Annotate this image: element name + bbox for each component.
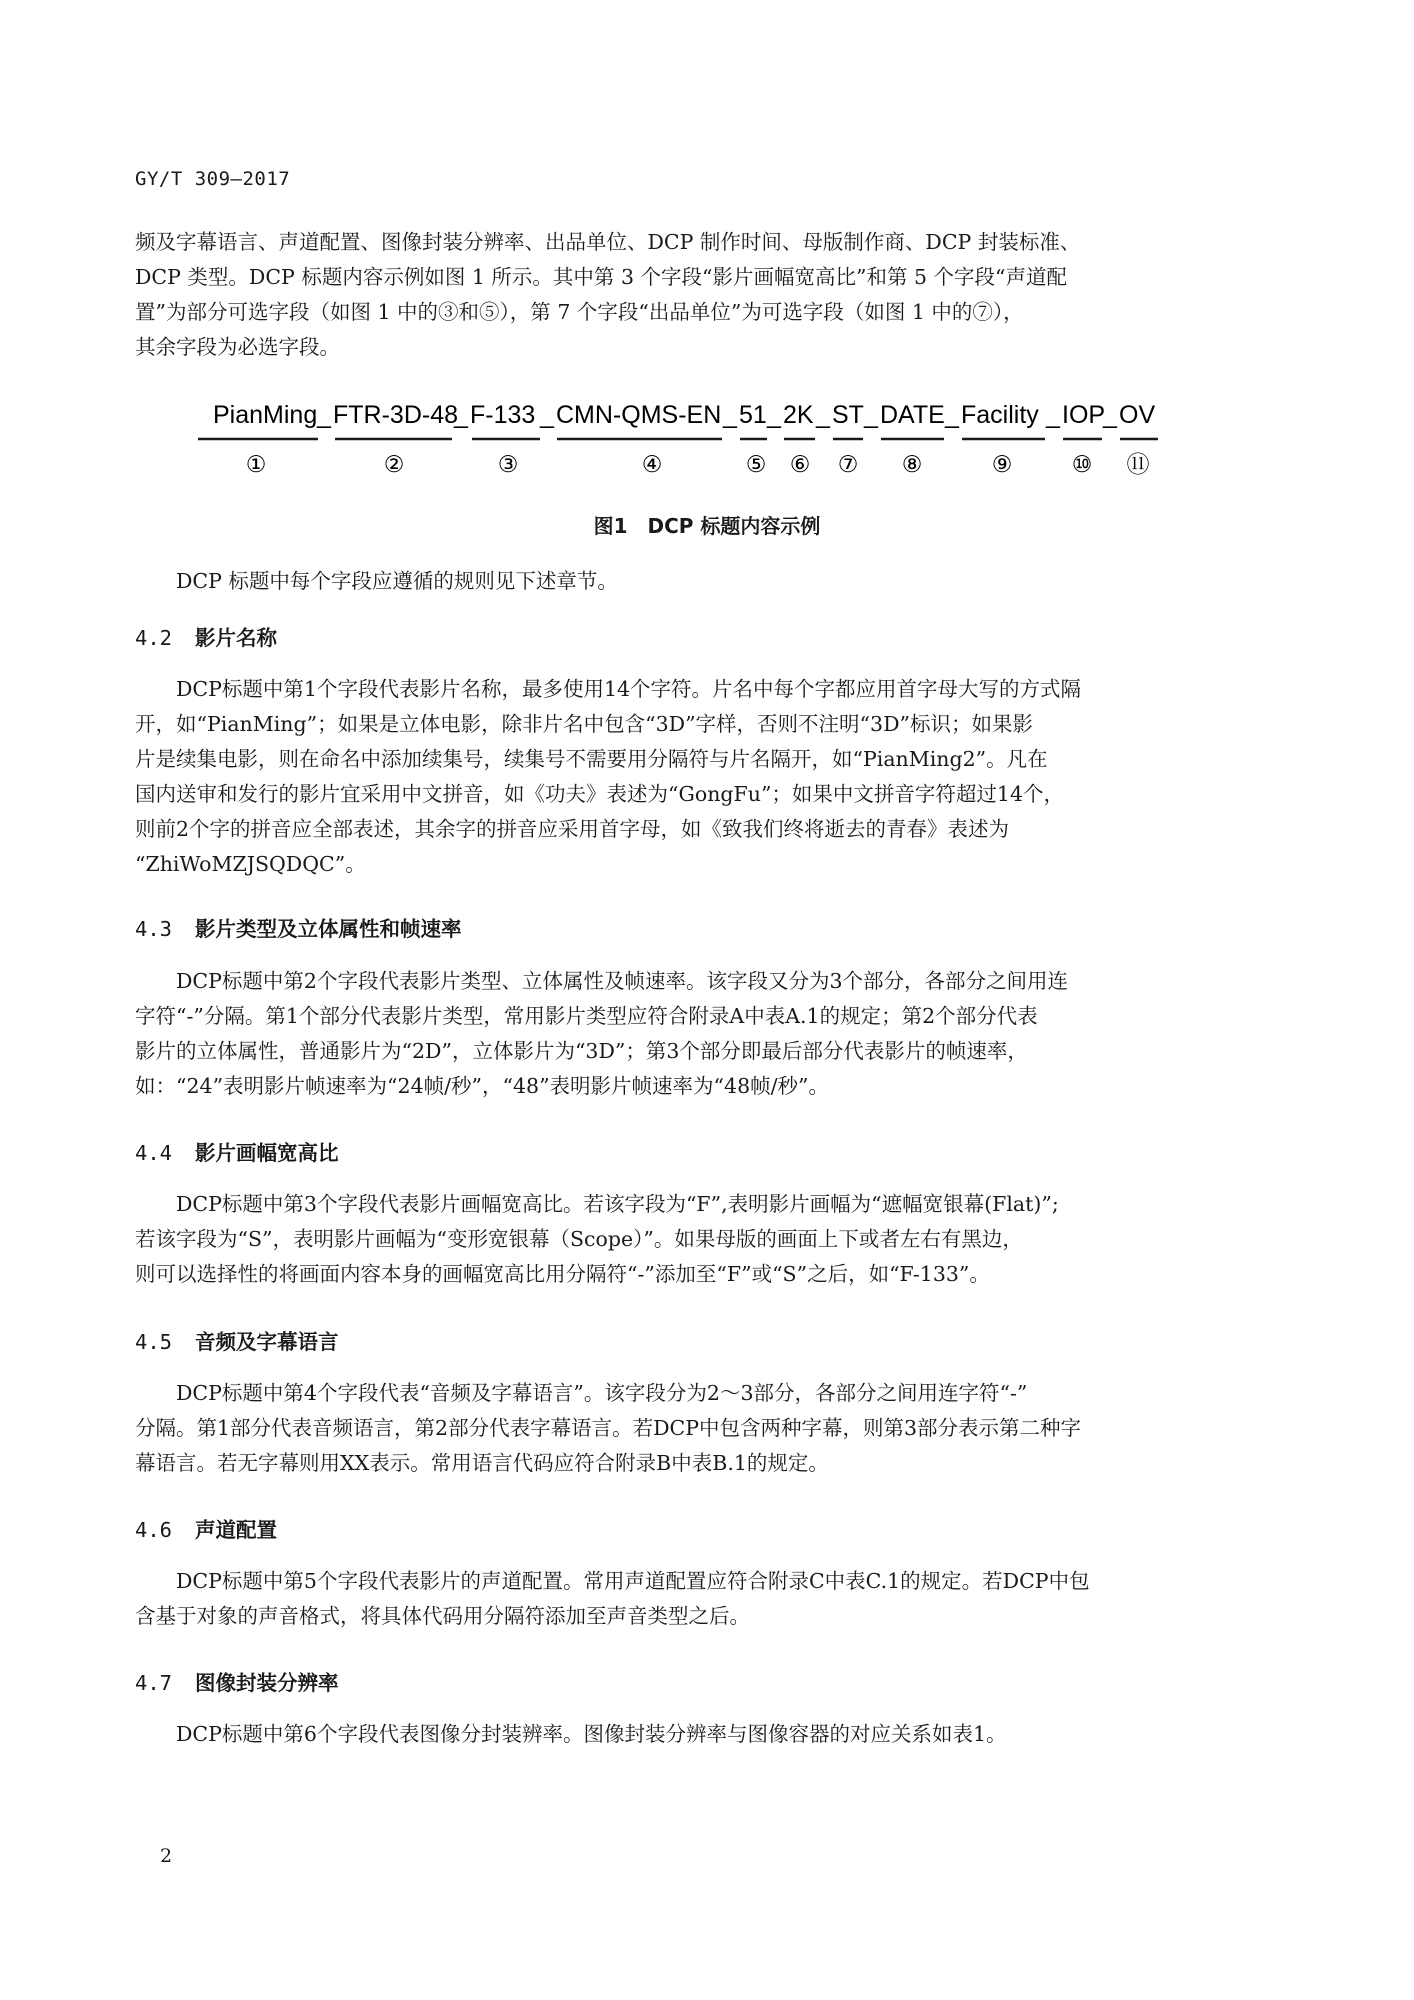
section-4-6-paragraph bbox=[135, 1564, 1255, 1634]
section-number: 4.6 bbox=[135, 1518, 173, 1542]
section-number: 4.4 bbox=[135, 1141, 173, 1165]
section-number: 4.5 bbox=[135, 1330, 173, 1354]
section-4-7-paragraph bbox=[135, 1717, 1255, 1752]
paragraph-line: DCP标题中第2个字段代表影片类型、立体属性及帧速率。该字段又分为3个部分，各部分之间用连 bbox=[176, 969, 1068, 993]
section-title: 影片画幅宽高比 bbox=[195, 1141, 339, 1165]
separator: _ bbox=[767, 401, 781, 429]
section-4-2-paragraph bbox=[135, 672, 1255, 882]
intro-line: 置”为部分可选字段（如图 1 中的③和⑤），第 7 个字段“出品单位”为可选字段（如图 1 中的⑦）， bbox=[135, 300, 1024, 324]
circled-number-5: ⑤ bbox=[745, 451, 767, 477]
segment-type: FTR-3D-48 bbox=[333, 401, 459, 429]
separator: _ bbox=[816, 401, 830, 429]
circled-number-10: ⑩ bbox=[1071, 451, 1093, 477]
circled-number-8: ⑧ bbox=[901, 451, 923, 477]
section-heading-4-5 bbox=[135, 1325, 339, 1355]
paragraph-line: 片是续集电影，则在命名中添加续集号，续集号不需要用分隔符与片名隔开，如“PianMing2”。凡在 bbox=[135, 747, 1048, 771]
segment-date: DATE bbox=[880, 401, 945, 429]
circled-number-2: ② bbox=[383, 451, 405, 477]
figure-title-string bbox=[213, 401, 1155, 429]
separator: _ bbox=[317, 401, 331, 429]
paragraph-line: 则前2个字的拼音应全部表述，其余字的拼音应采用首字母，如《致我们终将逝去的青春》表述为 bbox=[135, 817, 1010, 841]
circled-numbers bbox=[246, 451, 1150, 477]
intro-line: 频及字幕语言、声道配置、图像封装分辨率、出品单位、DCP 制作时间、母版制作商、DCP 封装标准、 bbox=[135, 230, 1081, 254]
dcp-title-figure bbox=[0, 385, 1414, 485]
segment-language: CMN-QMS-EN bbox=[556, 401, 722, 429]
document-id: GY/T 309—2017 bbox=[135, 168, 291, 190]
page-number: 2 bbox=[160, 1845, 173, 1867]
paragraph-line: DCP标题中第6个字段代表图像分封装辨率。图像封装分辨率与图像容器的对应关系如表1。 bbox=[176, 1722, 1007, 1746]
circled-number-7: ⑦ bbox=[837, 451, 859, 477]
section-number: 4.3 bbox=[135, 917, 173, 941]
paragraph-line: 则可以选择性的将画面内容本身的画幅宽高比用分隔符“-”添加至“F”或“S”之后，如“F-133”。 bbox=[135, 1262, 990, 1286]
circled-number-9: ⑨ bbox=[991, 451, 1013, 477]
separator: _ bbox=[1046, 401, 1060, 429]
circled-number-4: ④ bbox=[641, 451, 663, 477]
paragraph-line: 幕语言。若无字幕则用XX表示。常用语言代码应符合附录B中表B.1的规定。 bbox=[135, 1451, 829, 1475]
section-title: 影片名称 bbox=[195, 626, 277, 650]
paragraph-line: DCP标题中第4个字段代表“音频及字幕语言”。该字段分为2～3部分，各部分之间用连字符“-” bbox=[176, 1381, 1028, 1405]
paragraph-line: 若该字段为“S”，表明影片画幅为“变形宽银幕（Scope）”。如果母版的画面上下或者左右有黑边， bbox=[135, 1227, 1023, 1251]
section-4-3-paragraph bbox=[135, 964, 1255, 1104]
segment-facility: Facility bbox=[961, 401, 1039, 429]
intro-paragraph bbox=[135, 225, 1255, 365]
paragraph-line: “ZhiWoMZJSQDQC”。 bbox=[135, 852, 366, 876]
separator: _ bbox=[723, 401, 737, 429]
paragraph-line: 影片的立体属性，普通影片为“2D”，立体影片为“3D”；第3个部分即最后部分代表影片的帧速率， bbox=[135, 1039, 1028, 1063]
section-heading-4-7 bbox=[135, 1666, 339, 1696]
segment-studio: ST bbox=[832, 401, 864, 429]
separator: _ bbox=[454, 401, 468, 429]
after-figure-text: DCP 标题中每个字段应遵循的规则见下述章节。 bbox=[176, 569, 618, 593]
segment-aspect: F-133 bbox=[470, 401, 536, 429]
paragraph-line: 字符“-”分隔。第1个部分代表影片类型，常用影片类型应符合附录A中表A.1的规定；第2个部分代表 bbox=[135, 1004, 1038, 1028]
section-number: 4.7 bbox=[135, 1671, 173, 1695]
figure-caption: 图1 DCP 标题内容示例 bbox=[593, 514, 821, 538]
section-title: 图像封装分辨率 bbox=[195, 1671, 339, 1695]
paragraph-line: DCP标题中第3个字段代表影片画幅宽高比。若该字段为“F”,表明影片画幅为“遮幅宽银幕(Flat)”; bbox=[176, 1192, 1059, 1216]
paragraph-line: 如：“24”表明影片帧速率为“24帧/秒”，“48”表明影片帧速率为“48帧/秒”。 bbox=[135, 1074, 829, 1098]
segment-audio: 51 bbox=[739, 401, 767, 429]
paragraph-line: DCP标题中第1个字段代表影片名称，最多使用14个字符。片名中每个字都应用首字母大写的方式隔 bbox=[176, 677, 1082, 701]
section-number: 4.2 bbox=[135, 626, 173, 650]
segment-standard: IOP bbox=[1062, 401, 1106, 429]
circled-number-1: ① bbox=[245, 451, 267, 477]
paragraph-line: 分隔。第1部分代表音频语言，第2部分代表字幕语言。若DCP中包含两种字幕，则第3部分表示第二种字 bbox=[135, 1416, 1082, 1440]
intro-line: DCP 类型。DCP 标题内容示例如图 1 所示。其中第 3 个字段“影片画幅宽高比”和第 5 个字段“声道配 bbox=[135, 265, 1068, 289]
circled-number-3: ③ bbox=[497, 451, 519, 477]
intro-line: 其余字段为必选字段。 bbox=[135, 335, 340, 359]
separator: _ bbox=[945, 401, 959, 429]
section-4-5-paragraph bbox=[135, 1376, 1255, 1481]
separator: _ bbox=[540, 401, 554, 429]
circled-number-6: ⑥ bbox=[789, 451, 811, 477]
paragraph-line: 国内送审和发行的影片宜采用中文拼音，如《功夫》表述为“GongFu”；如果中文拼音字符超过14个， bbox=[135, 782, 1065, 806]
section-heading-4-3 bbox=[135, 912, 462, 942]
circled-number-11: ⑪ bbox=[1126, 451, 1150, 477]
separator: _ bbox=[864, 401, 878, 429]
paragraph-line: DCP标题中第5个字段代表影片的声道配置。常用声道配置应符合附录C中表C.1的规定。若DCP中包 bbox=[176, 1569, 1090, 1593]
segment-package-type: OV bbox=[1119, 401, 1156, 429]
paragraph-line: 含基于对象的声音格式，将具体代码用分隔符添加至声音类型之后。 bbox=[135, 1604, 750, 1628]
segment-resolution: 2K bbox=[783, 401, 814, 429]
section-title: 影片类型及立体属性和帧速率 bbox=[195, 917, 462, 941]
segment-pianming: PianMing bbox=[213, 401, 318, 429]
section-heading-4-6 bbox=[135, 1513, 277, 1543]
separator: _ bbox=[1103, 401, 1117, 429]
section-title: 音频及字幕语言 bbox=[195, 1330, 339, 1354]
section-title: 声道配置 bbox=[195, 1518, 277, 1542]
section-heading-4-4 bbox=[135, 1136, 339, 1166]
paragraph-line: 开，如“PianMing”；如果是立体电影，除非片名中包含“3D”字样，否则不注明“3D”标识；如果影 bbox=[135, 712, 1033, 736]
section-4-4-paragraph bbox=[135, 1187, 1255, 1292]
section-heading-4-2 bbox=[135, 621, 277, 651]
